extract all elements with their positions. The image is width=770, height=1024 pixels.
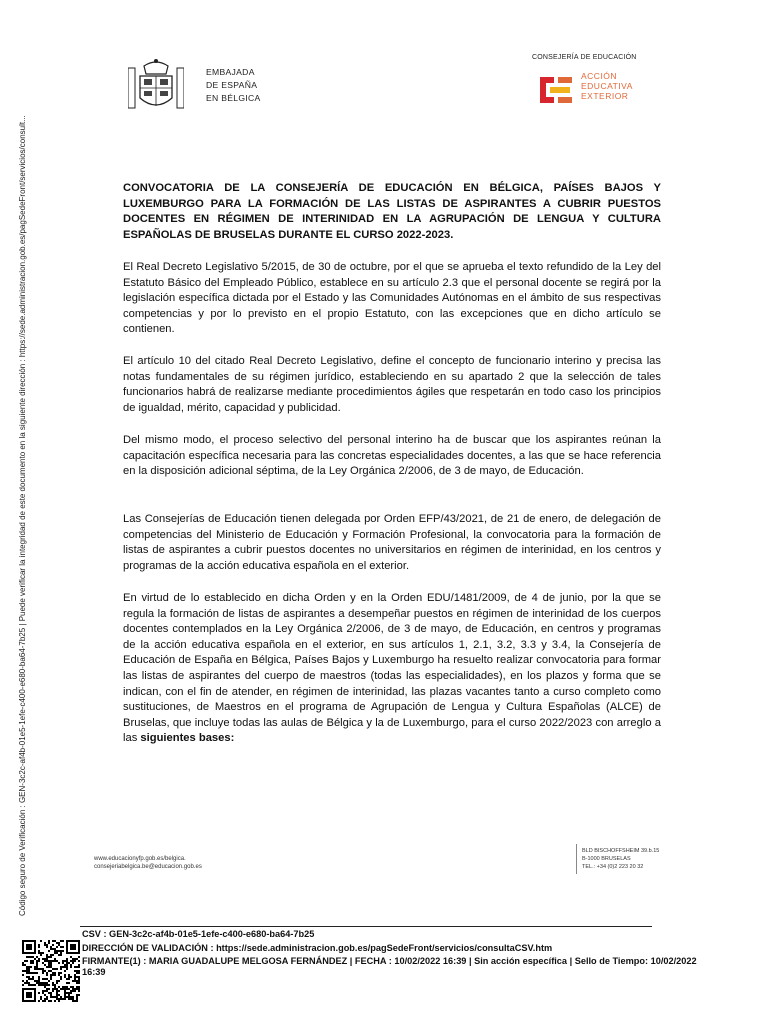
consejeria-label: CONSEJERÍA DE EDUCACIÓN	[532, 54, 637, 61]
logo-line: EXTERIOR	[581, 91, 629, 101]
logo-line: ACCIÓN	[581, 71, 618, 81]
coat-of-arms-icon	[128, 58, 184, 114]
footer-contact	[94, 855, 202, 871]
bases-label: siguientes bases:	[140, 732, 235, 745]
firmante-info: FIRMANTE(1) : MARIA GUADALUPE MELGOSA FERNÁNDEZ | FECHA : 10/02/2022 16:39 | Sin acción específica | Sello de Tiempo: 10/02/2022 16:39	[82, 956, 697, 977]
paragraph-4: Las Consejerías de Educación tienen delegada por Orden EFP/43/2021, de 21 de enero, de delegación de competencias del Ministerio de Educación y Formación Profesional, la convocatoria para la formación de listas de aspirantes a cubrir puestos docentes no universitarios en régimen de interinidad, en los centros y programas de la acción educativa española en el exterior.	[123, 513, 661, 572]
paragraph-5	[123, 591, 661, 747]
embassy-line: EMBAJADA	[206, 67, 255, 77]
embassy-name	[206, 66, 261, 105]
paragraph-1: El Real Decreto Legislativo 5/2015, de 30 de octubre, por el que se aprueba el texto refundido de la Ley del Estatuto Básico del Empleado Público, establece en su artículo 2.3 que el personal docente se regirá por la legislación específica dictada por el Estado y las Comunidades Autónomas en el ámbito de sus respectivas competencias y por lo previsto en el propio Estatuto, con las excepciones que en dicho artículo se contienen.	[123, 261, 661, 336]
csv-divider	[80, 926, 652, 927]
footer-website: www.educacionyfp.gob.es/belgica.	[94, 856, 186, 862]
accion-educativa-logo-icon	[538, 72, 574, 108]
verification-side-text: Código seguro de Verificación : GEN-3c2c-af4b-01e5-1efe-c400-e680-ba64-7b25 | Puede verificar la integridad de este documento en la siguiente dirección : https://sede.administracion.gob.es/pagSedeFront/servicios/consult...	[18, 115, 27, 916]
paragraph-3: Del mismo modo, el proceso selectivo del personal interino ha de buscar que los aspirantes reúnan la capacitación específica necesaria para las concretas especialidades docentes, a las que se hace referencia en la disposición adicional séptima, de la Ley Orgánica 2/2006, de 3 de mayo, de Educación.	[123, 434, 661, 478]
accion-educativa-logo-text	[581, 71, 633, 101]
footer-divider	[576, 844, 577, 874]
embassy-line: DE ESPAÑA	[206, 80, 258, 90]
validation-url: DIRECCIÓN DE VALIDACIÓN : https://sede.administracion.gob.es/pagSedeFront/servicios/consultaCSV.htm	[82, 943, 553, 953]
paragraph-2: El artículo 10 del citado Real Decreto Legislativo, define el concepto de funcionario interino y precisa las notas fundamentales de su régimen jurídico, estableciendo en su apartado 2 que la selección de tales funcionarios habrá de realizarse mediante procedimientos ágiles que respetarán en todo caso los principios de igualdad, mérito, capacidad y publicidad.	[123, 355, 661, 414]
embassy-line: EN BÉLGICA	[206, 93, 261, 103]
qr-code-icon	[22, 940, 80, 1002]
paragraph-5-text: En virtud de lo establecido en dicha Orden y en la Orden EDU/1481/2009, de 4 de junio, por la que se regula la formación de listas de aspirantes a desempeñar puestos en régimen de interinidad de los cuerpos docentes contemplados en la Ley Orgánica 2/2006, de 3 de mayo, de Educación, en centros y programas de la acción educativa española en el exterior, en sus artículos 1, 2.1, 3.2, 3.3 y 3.4, la Consejería de Educación de España en Bélgica, Países Bajos y Luxemburgo ha resuelto realizar convocatoria para formar las listas de aspirantes del cuerpo de maestros (todas las especialidades), en los plazos y forma que se indican, con el fin de atender, en régimen de interinidad, las plazas vacantes tanto a curso completo como sustituciones, de Maestros en el programa de Agrupación de Lengua y Cultura Españolas (ALCE) de Bruselas, que incluye todas las aulas de Bélgica y la de Luxemburgo, para el curso 2022/2023 con arreglo a las	[123, 592, 661, 745]
document-title: CONVOCATORIA DE LA CONSEJERÍA DE EDUCACIÓN EN BÉLGICA, PAÍSES BAJOS Y LUXEMBURGO PARA LA FORMACIÓN DE LAS LISTAS DE ASPIRANTES A CUBRIR PUESTOS DOCENTES EN RÉGIMEN DE INTERINIDAD EN LA AGRUPACIÓN DE LENGUA Y CULTURA ESPAÑOLAS DE BRUSELAS DURANTE EL CURSO 2022-2023.	[123, 182, 661, 241]
footer-address-line: TEL.: +34 (0)2 223 20 32	[582, 864, 644, 870]
logo-line: EDUCATIVA	[581, 81, 633, 91]
footer-address	[582, 847, 659, 871]
csv-code: CSV : GEN-3c2c-af4b-01e5-1efe-c400-e680-ba64-7b25	[82, 929, 315, 939]
footer-address-line: B-1000 BRUSELAS	[582, 856, 631, 862]
footer-address-line: BLD BISCHOFFSHEIM 39.b.15	[582, 848, 660, 854]
footer-email: consejeriabelgica.be@educacion.gob.es	[94, 864, 202, 870]
